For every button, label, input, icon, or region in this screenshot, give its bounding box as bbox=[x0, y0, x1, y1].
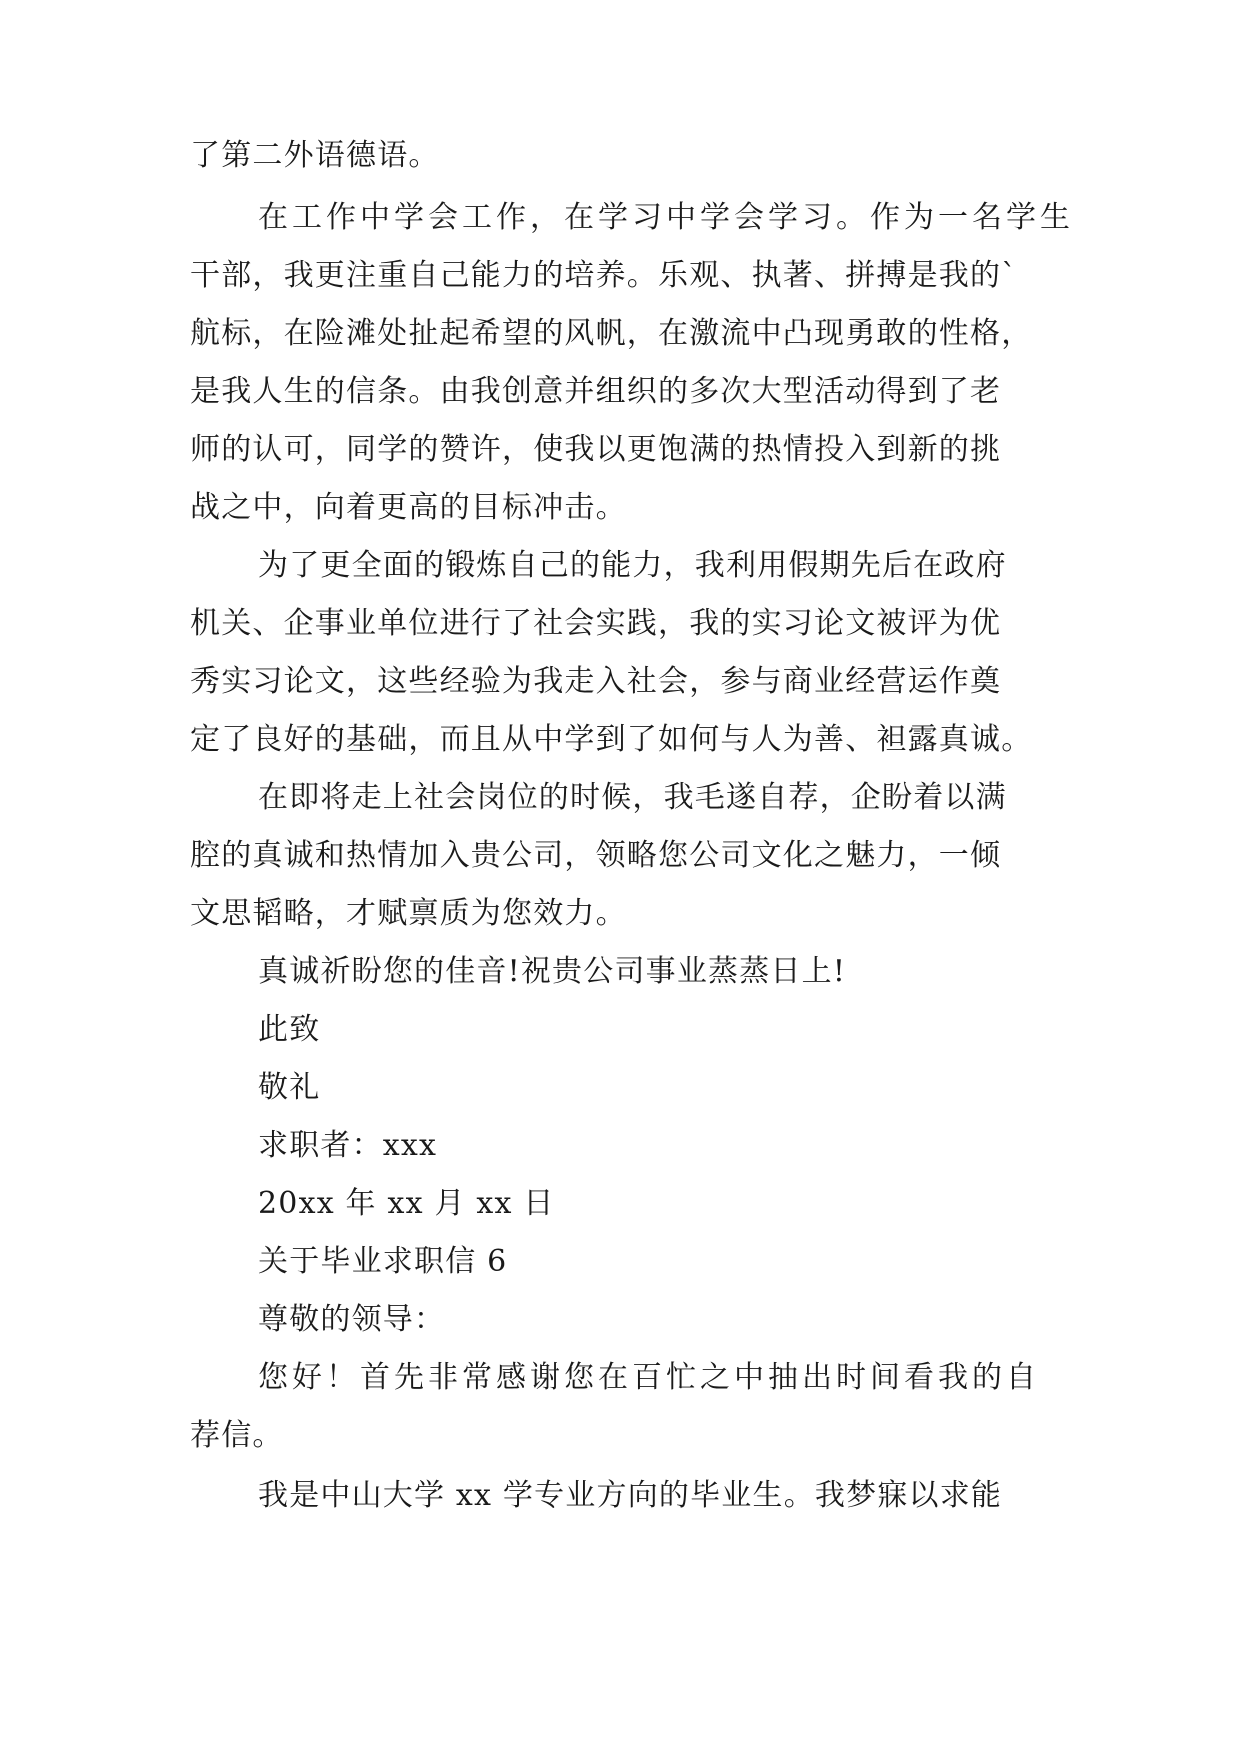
text-line: 在即将走上社会岗位的时候，我毛遂自荐，企盼着以满 bbox=[258, 780, 1007, 815]
text-line: 战之中，向着更高的目标冲击。 bbox=[190, 490, 627, 525]
text-line: 文思韬略，才赋禀质为您效力。 bbox=[190, 896, 627, 931]
text-line: 机关、企事业单位进行了社会实践，我的实习论文被评为优 bbox=[190, 606, 1002, 641]
text-line: 荐信。 bbox=[190, 1418, 284, 1453]
text-line: 您好！首先非常感谢您在百忙之中抽出时间看我的自 bbox=[258, 1360, 1040, 1395]
text-line: 尊敬的领导： bbox=[258, 1302, 446, 1337]
text-line: 我是中山大学 xx 学专业方向的毕业生。我梦寐以求能 bbox=[258, 1478, 1003, 1513]
text-line: 干部，我更注重自己能力的培养。乐观、执著、拼搏是我的` bbox=[190, 258, 1018, 293]
text-line: 关于毕业求职信 6 bbox=[258, 1244, 508, 1279]
text-line: 是我人生的信条。由我创意并组织的多次大型活动得到了老 bbox=[190, 374, 1002, 409]
text-line: 此致 bbox=[258, 1012, 321, 1047]
text-line: 20xx 年 xx 月 xx 日 bbox=[258, 1186, 555, 1221]
text-line: 在工作中学会工作，在学习中学会学习。作为一名学生 bbox=[258, 200, 1074, 235]
text-line: 定了良好的基础，而且从中学到了如何与人为善、袒露真诚。 bbox=[190, 722, 1033, 757]
text-line: 真诚祈盼您的佳音!祝贵公司事业蒸蒸日上! bbox=[258, 954, 847, 989]
text-line: 秀实习论文，这些经验为我走入社会，参与商业经营运作奠 bbox=[190, 664, 1002, 699]
text-line: 腔的真诚和热情加入贵公司，领略您公司文化之魅力，一倾 bbox=[190, 838, 1002, 873]
text-line: 敬礼 bbox=[258, 1070, 321, 1105]
text-line: 航标，在险滩处扯起希望的风帆，在激流中凸现勇敢的性格， bbox=[190, 316, 1033, 351]
text-line: 了第二外语德语。 bbox=[190, 138, 440, 173]
text-line: 求职者：xxx bbox=[258, 1128, 438, 1163]
text-line: 为了更全面的锻炼自己的能力，我利用假期先后在政府 bbox=[258, 548, 1007, 583]
text-line: 师的认可，同学的赞许，使我以更饱满的热情投入到新的挑 bbox=[190, 432, 1002, 467]
